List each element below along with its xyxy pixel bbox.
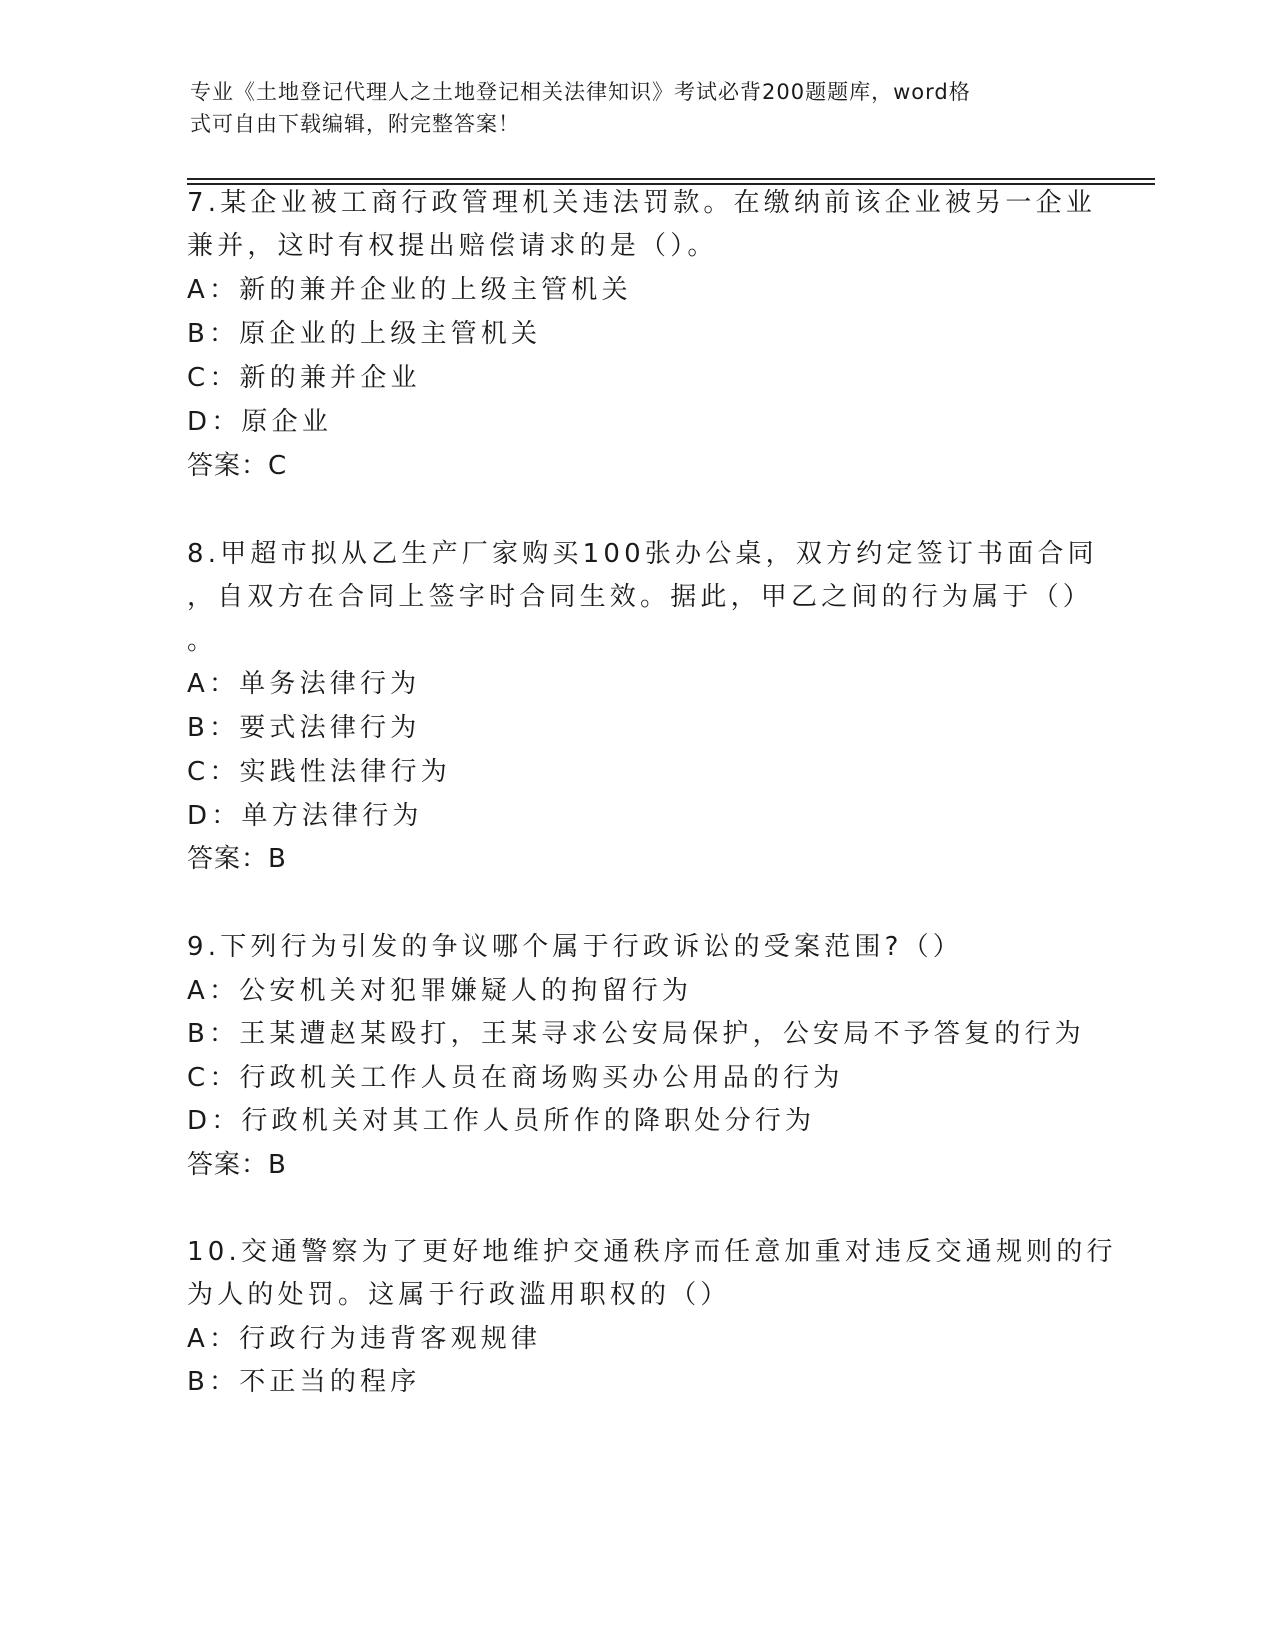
answer-line: 答案：C [187,451,288,481]
option-b: B：王某遭赵某殴打，王某寻求公安局保护，公安局不予答复的行为 [187,1019,1085,1049]
question-stem-line: ，自双方在合同上签字时合同生效。据此，甲乙之间的行为属于（） [187,582,1094,612]
question-stem-line: 8.甲超市拟从乙生产厂家购买100张办公桌，双方约定签订书面合同 [187,539,1098,569]
header-line-1: 专业《土地登记代理人之土地登记相关法律知识》考试必背200题题库，word格 [190,80,971,104]
option-c: C：实践性法律行为 [187,757,451,787]
question-stem-line: 9.下列行为引发的争议哪个属于行政诉讼的受案范围?（） [187,932,964,962]
question-stem-line: 兼并，这时有权提出赔偿请求的是（）。 [187,231,718,261]
option-a: A：行政行为违背客观规律 [187,1324,542,1354]
question-stem-line: 10.交通警察为了更好地维护交通秩序而任意加重对违反交通规则的行 [187,1237,1117,1267]
answer-line: 答案：B [187,1150,287,1180]
option-b: B：原企业的上级主管机关 [187,319,542,349]
option-c: C：新的兼并企业 [187,363,421,393]
option-d: D：单方法律行为 [187,801,423,831]
option-b: B：不正当的程序 [187,1367,421,1397]
question-stem-line: 为人的处罚。这属于行政滥用职权的（） [187,1280,731,1310]
header-divider-bottom [187,183,1155,185]
option-d: D：行政机关对其工作人员所作的降职处分行为 [187,1106,816,1136]
option-a: A：单务法律行为 [187,669,421,699]
option-b: B：要式法律行为 [187,713,421,743]
option-a: A：公安机关对犯罪嫌疑人的拘留行为 [187,976,693,1006]
question-stem-line: 7.某企业被工商行政管理机关违法罚款。在缴纳前该企业被另一企业 [187,188,1097,218]
header-line-2: 式可自由下载编辑，附完整答案！ [190,112,520,136]
answer-line: 答案：B [187,844,287,874]
document-header [190,76,1070,140]
option-d: D：原企业 [187,407,333,437]
option-a: A：新的兼并企业的上级主管机关 [187,275,632,305]
option-c: C：行政机关工作人员在商场购买办公用品的行为 [187,1063,844,1093]
header-divider-top [187,178,1155,180]
question-stem-line: 。 [187,626,218,656]
